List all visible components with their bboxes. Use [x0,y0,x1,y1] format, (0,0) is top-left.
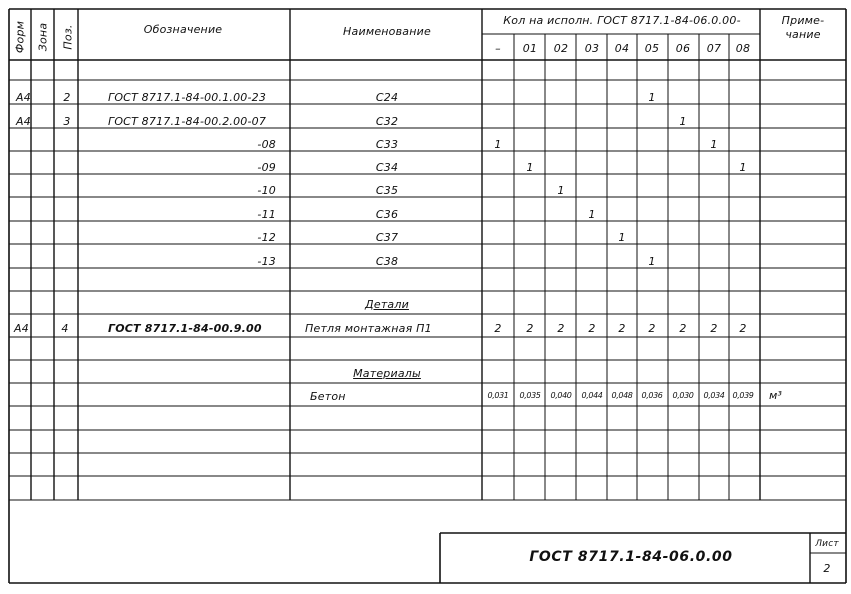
header-format: Форм [13,20,27,54]
row-quantity-mark: 1 [618,231,626,244]
variant-header: 06 [675,42,691,55]
row-name: С38 [375,255,399,268]
variant-header: 08 [735,42,751,55]
variant-header: 03 [584,42,600,55]
row-quantity-mark: 1 [648,91,656,104]
row-designation: ГОСТ 8717.1-84-00.2.00-07 [108,115,267,128]
detail-position: 4 [61,322,69,335]
header-name: Наименование [343,25,431,38]
detail-quantity: 2 [494,322,502,335]
row-quantity-mark: 1 [557,184,565,197]
row-designation: -13 [257,255,276,268]
row-designation: -11 [257,208,276,221]
header-position: Поз. [61,24,75,50]
row-designation: ГОСТ 8717.1-84-00.1.00-23 [108,91,267,104]
material-unit: м³ [769,389,783,402]
row-name: С24 [375,91,399,104]
header-note-line1: Приме- [781,14,825,27]
detail-quantity: 2 [526,322,534,335]
variant-header: 05 [644,42,660,55]
detail-quantity: 2 [557,322,565,335]
material-volume: 0,040 [550,391,572,400]
detail-format: A4 [14,322,29,335]
material-volume: 0,036 [641,391,663,400]
row-position: 3 [63,115,71,128]
row-quantity-mark: 1 [648,255,656,268]
row-quantity-mark: 1 [710,138,718,151]
row-quantity-mark: 1 [679,115,687,128]
row-name: С36 [375,208,399,221]
row-format: A4 [16,115,31,128]
row-format: A4 [16,91,31,104]
variant-header: 07 [706,42,722,55]
row-designation: -08 [257,138,276,151]
row-name: С34 [375,161,399,174]
material-name: Бетон [310,390,346,403]
material-volume: 0,034 [703,391,725,400]
title-block-sheet-number: 2 [823,562,831,575]
detail-designation: ГОСТ 8717.1-84-00.9.00 [108,322,262,335]
detail-quantity: 2 [588,322,596,335]
variant-header: 04 [614,42,630,55]
row-name: С33 [375,138,399,151]
title-block-sheet-label: Лист [815,539,839,549]
detail-quantity: 2 [679,322,687,335]
row-name: С35 [375,184,399,197]
section-details-title: Детали [365,298,409,311]
row-designation: -09 [257,161,276,174]
row-quantity-mark: 1 [494,138,502,151]
material-volume: 0,044 [581,391,603,400]
variant-header: – [495,42,501,55]
header-zone: Зона [36,22,50,52]
detail-name: Петля монтажная П1 [305,322,432,335]
variant-header: 02 [553,42,569,55]
title-block-document-code: ГОСТ 8717.1-84-06.0.00 [529,549,733,565]
detail-quantity: 2 [618,322,626,335]
row-name: С37 [375,231,399,244]
row-quantity-mark: 1 [526,161,534,174]
row-name: С32 [375,115,399,128]
row-quantity-mark: 1 [739,161,747,174]
material-volume: 0,039 [732,391,754,400]
row-position: 2 [63,91,71,104]
material-volume: 0,030 [672,391,694,400]
detail-quantity: 2 [648,322,656,335]
detail-quantity: 2 [739,322,747,335]
header-designation: Обозначение [143,23,223,36]
row-quantity-mark: 1 [588,208,596,221]
material-volume: 0,035 [519,391,541,400]
variant-header: 01 [522,42,538,55]
material-volume: 0,031 [487,391,509,400]
header-quantity: Кол на исполн. ГОСТ 8717.1-84-06.0.00- [503,14,741,27]
header-note-line2: чание [785,28,821,41]
section-materials-title: Материалы [353,367,421,380]
detail-quantity: 2 [710,322,718,335]
row-designation: -10 [257,184,276,197]
row-designation: -12 [257,231,276,244]
material-volume: 0,048 [611,391,633,400]
